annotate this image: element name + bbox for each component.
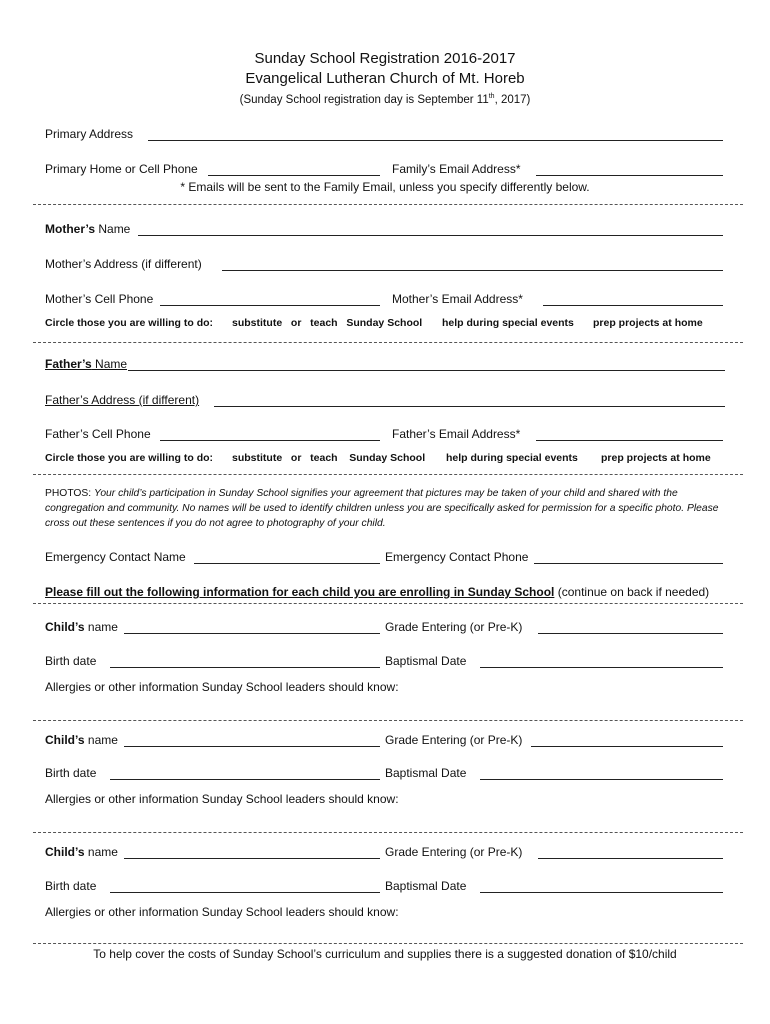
mother-option-prep-projects[interactable]: prep projects at home (593, 317, 703, 329)
father-email-field[interactable] (536, 440, 723, 441)
photos-text: Your child’s participation in Sunday School signifies your agreement that pictures may be taken of your child and shared with the congregation and community. No names will be used to identify children unless you are specifically asked for permission for a specific photo. Please cross out these sentences if you do not agree to photography of your child. (45, 488, 719, 529)
child-2-name-field[interactable] (124, 746, 380, 747)
emergency-name-label: Emergency Contact Name (45, 550, 186, 564)
emergency-name-field[interactable] (194, 563, 380, 564)
section-divider (33, 943, 743, 944)
father-option-teach[interactable]: substitute or teach Sunday School (232, 452, 426, 464)
church-name: Evangelical Lutheran Church of Mt. Horeb (245, 70, 525, 87)
father-email-label: Father’s Email Address* (392, 427, 521, 441)
child-3-baptism-label: Baptismal Date (385, 879, 467, 893)
father-volunteer-label: Circle those you are willing to do: (45, 452, 214, 464)
father-address-label: Father’s Address (if different) (45, 393, 200, 407)
emergency-phone-field[interactable] (534, 563, 723, 564)
section-divider (33, 342, 743, 343)
child-1-grade-field[interactable] (538, 633, 723, 634)
child-3-birth-label: Birth date (45, 879, 97, 893)
primary-address-field[interactable] (148, 140, 723, 141)
family-email-field[interactable] (536, 175, 723, 176)
section-divider (33, 603, 743, 604)
primary-phone-field[interactable] (208, 175, 380, 176)
father-address-field[interactable] (214, 406, 725, 407)
mother-option-special-events[interactable]: help during special events (442, 317, 574, 329)
mother-option-teach[interactable]: substitute or teach Sunday School (232, 317, 423, 329)
donation-note: To help cover the costs of Sunday School’s curriculum and supplies there is a suggested donation of $10/child (93, 947, 677, 961)
child-1-name-label: Child’s name (45, 620, 118, 634)
family-email-label: Family’s Email Address* (392, 162, 521, 176)
mother-cell-field[interactable] (160, 305, 380, 306)
child-2-baptism-label: Baptismal Date (385, 766, 467, 780)
section-divider (33, 720, 743, 721)
father-option-prep-projects[interactable]: prep projects at home (601, 452, 711, 464)
section-divider (33, 832, 743, 833)
mother-email-field[interactable] (543, 305, 723, 306)
child-1-allergies-label[interactable]: Allergies or other information Sunday School leaders should know: (45, 680, 399, 694)
child-1-birth-label: Birth date (45, 654, 97, 668)
primary-phone-label: Primary Home or Cell Phone (45, 162, 198, 176)
primary-address-label: Primary Address (45, 127, 134, 141)
mother-name-label: Mother’s Name (45, 222, 131, 236)
mother-name-field[interactable] (138, 235, 723, 236)
child-2-baptism-field[interactable] (480, 779, 723, 780)
child-2-grade-field[interactable] (531, 746, 723, 747)
father-cell-label: Father’s Cell Phone (45, 427, 151, 441)
child-3-allergies-label[interactable]: Allergies or other information Sunday School leaders should know: (45, 905, 399, 919)
child-3-birth-field[interactable] (110, 892, 380, 893)
child-2-name-label: Child’s name (45, 733, 118, 747)
email-note: * Emails will be sent to the Family Email, unless you specify differently below. (180, 180, 590, 194)
child-2-allergies-label[interactable]: Allergies or other information Sunday School leaders should know: (45, 792, 399, 806)
child-2-birth-label: Birth date (45, 766, 97, 780)
photos-consent-paragraph (45, 486, 725, 531)
mother-cell-label: Mother’s Cell Phone (45, 292, 154, 306)
father-name-label: Father’s Name (45, 357, 128, 371)
father-cell-field[interactable] (160, 440, 380, 441)
mother-volunteer-label: Circle those you are willing to do: (45, 317, 214, 329)
child-1-grade-label: Grade Entering (or Pre-K) (385, 620, 523, 634)
father-name-field[interactable] (128, 370, 725, 371)
children-instructions: Please fill out the following information for each child you are enrolling in Sunday School (continue on back if needed) (45, 585, 710, 599)
child-3-grade-field[interactable] (538, 858, 723, 859)
child-3-name-label: Child’s name (45, 845, 118, 859)
section-divider (33, 474, 743, 475)
child-2-birth-field[interactable] (110, 779, 380, 780)
child-2-grade-label: Grade Entering (or Pre-K) (385, 733, 523, 747)
child-1-baptism-field[interactable] (480, 667, 723, 668)
child-1-birth-field[interactable] (110, 667, 380, 668)
section-divider (33, 204, 743, 205)
photos-label: PHOTOS: (45, 488, 95, 499)
emergency-phone-label: Emergency Contact Phone (385, 550, 529, 564)
father-option-special-events[interactable]: help during special events (446, 452, 578, 464)
registration-day-note: (Sunday School registration day is September 11th, 2017) (239, 93, 531, 106)
child-3-grade-label: Grade Entering (or Pre-K) (385, 845, 523, 859)
child-3-baptism-field[interactable] (480, 892, 723, 893)
child-1-baptism-label: Baptismal Date (385, 654, 467, 668)
mother-address-label: Mother’s Address (if different) (45, 257, 202, 271)
child-1-name-field[interactable] (124, 633, 380, 634)
mother-address-field[interactable] (222, 270, 723, 271)
child-3-name-field[interactable] (124, 858, 380, 859)
mother-email-label: Mother’s Email Address* (392, 292, 523, 306)
form-title: Sunday School Registration 2016-2017 (254, 50, 516, 67)
